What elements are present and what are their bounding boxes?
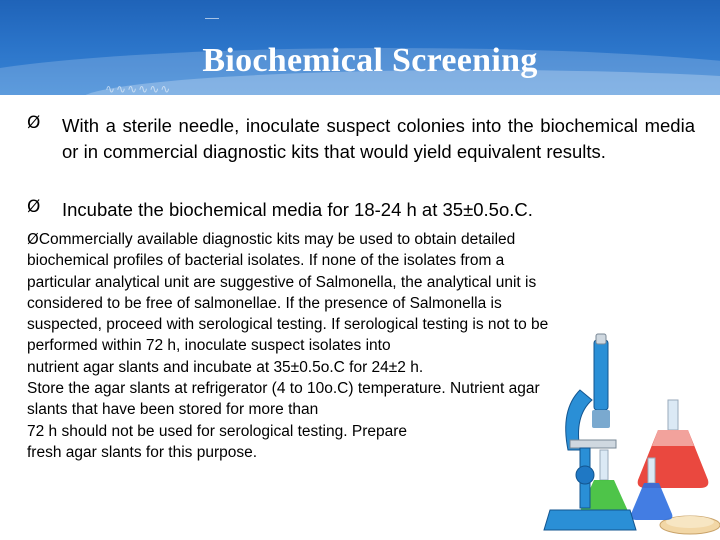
paragraph-line: considered to be free of salmonellae. If the presence of Salmonella is — [27, 294, 502, 312]
dna-decoration-icon: ∿∿∿∿∿∿ — [105, 82, 172, 95]
paragraph-line: slants that have been stored for more than — [27, 401, 319, 419]
bullet-item — [27, 197, 695, 223]
paragraph-line: 72 h should not be used for serological testing. Prepare — [27, 422, 407, 440]
arrow-bullet-icon: Ø — [27, 230, 39, 248]
paragraph-line: biochemical profiles of bacterial isolates. If none of the isolates from a — [27, 252, 505, 270]
slide-title: Biochemical Screening — [202, 42, 538, 79]
paragraph-line: Store the agar slants at refrigerator (4 to 10o.C) temperature. Nutrient agar — [27, 380, 540, 398]
paragraph-line: particular analytical unit are suggestive of Salmonella, the analytical unit is — [27, 273, 537, 291]
paragraph-line: nutrient agar slants and incubate at 35±0.5o.C for 24±2 h. — [27, 358, 424, 376]
bullet-text: Incubate the biochemical media for 18-24 h at 35±0.5o.C. — [62, 199, 533, 220]
bullet-text: With a sterile needle, inoculate suspect colonies into the biochemical media or in commercial diagnostic kits that would yield equivalent results. — [62, 115, 695, 162]
header-decoration — [205, 18, 219, 19]
paragraph-line: fresh agar slants for this purpose. — [27, 443, 258, 461]
arrow-bullet-icon: Ø — [27, 197, 41, 217]
bullet-item — [27, 113, 695, 165]
paragraph-line: performed within 72 h, inoculate suspect isolates into — [27, 337, 391, 355]
paragraph-line: suspected, proceed with serological testing. If serological testing is not to be — [27, 316, 549, 334]
arrow-bullet-icon: Ø — [27, 113, 41, 133]
microscope-lab-illustration — [540, 330, 720, 540]
paragraph-line — [27, 229, 667, 250]
paragraph-line-text: Commercially available diagnostic kits may be used to obtain detailed — [38, 231, 516, 248]
